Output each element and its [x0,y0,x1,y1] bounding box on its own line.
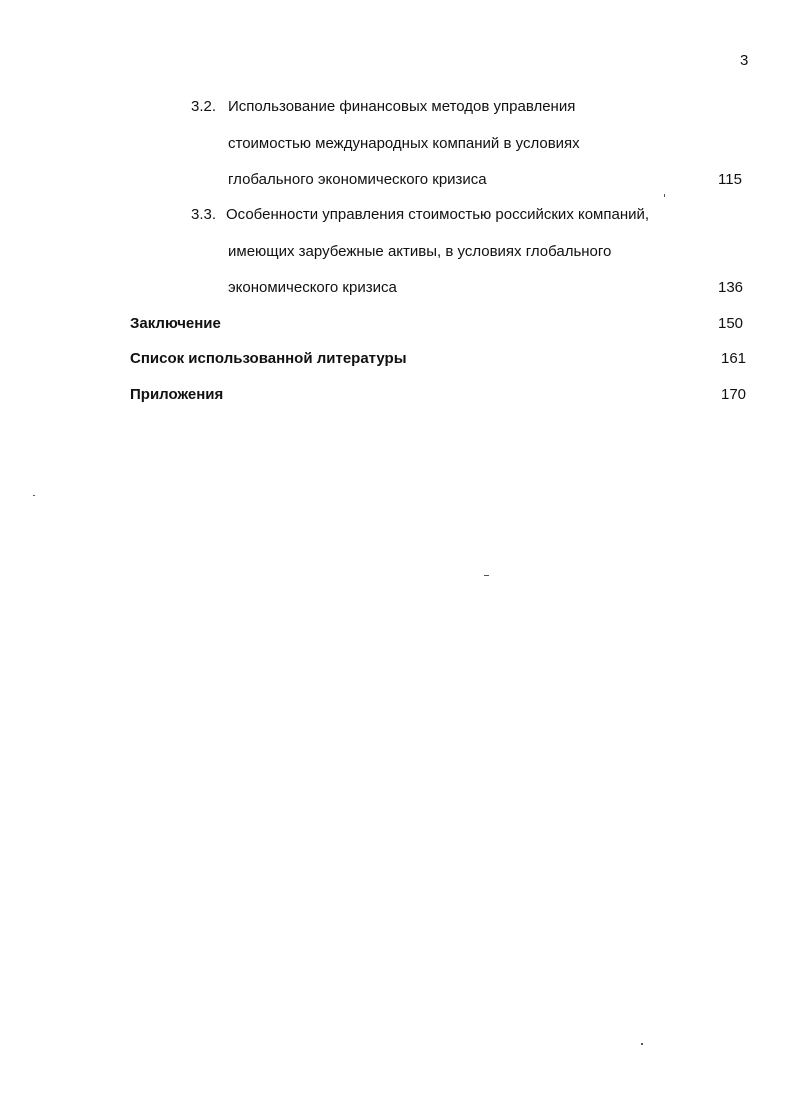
toc-references-page: 161 [721,350,747,367]
toc-3-2-page: 115 [718,171,742,188]
toc-conclusion-page: 150 [718,315,744,332]
toc-3-2-line-2: стоимостью международных компаний в условиях [228,135,580,152]
scan-speck [33,495,35,496]
page-number: 3 [740,52,749,69]
toc-references-title: Список использованной литературы [130,350,407,367]
scan-speck [664,194,665,197]
toc-3-3-line-1: Особенности управления стоимостью российских компаний, [226,206,650,223]
toc-3-3-page: 136 [718,279,744,296]
toc-3-3-number: 3.3. [191,206,217,223]
toc-3-3-line-2: имеющих зарубежные активы, в условиях глобального [228,243,612,260]
scan-speck [484,575,489,576]
toc-3-2-line-3: глобального экономического кризиса [228,171,487,188]
toc-3-2-line-1: Использование финансовых методов управления [228,98,576,115]
scan-speck [641,1043,643,1045]
toc-appendix-page: 170 [721,386,747,403]
toc-3-2-number: 3.2. [191,98,217,115]
toc-3-3-line-3: экономического кризиса [228,279,397,296]
toc-appendix-title: Приложения [130,386,224,403]
toc-conclusion-title: Заключение [130,315,221,332]
